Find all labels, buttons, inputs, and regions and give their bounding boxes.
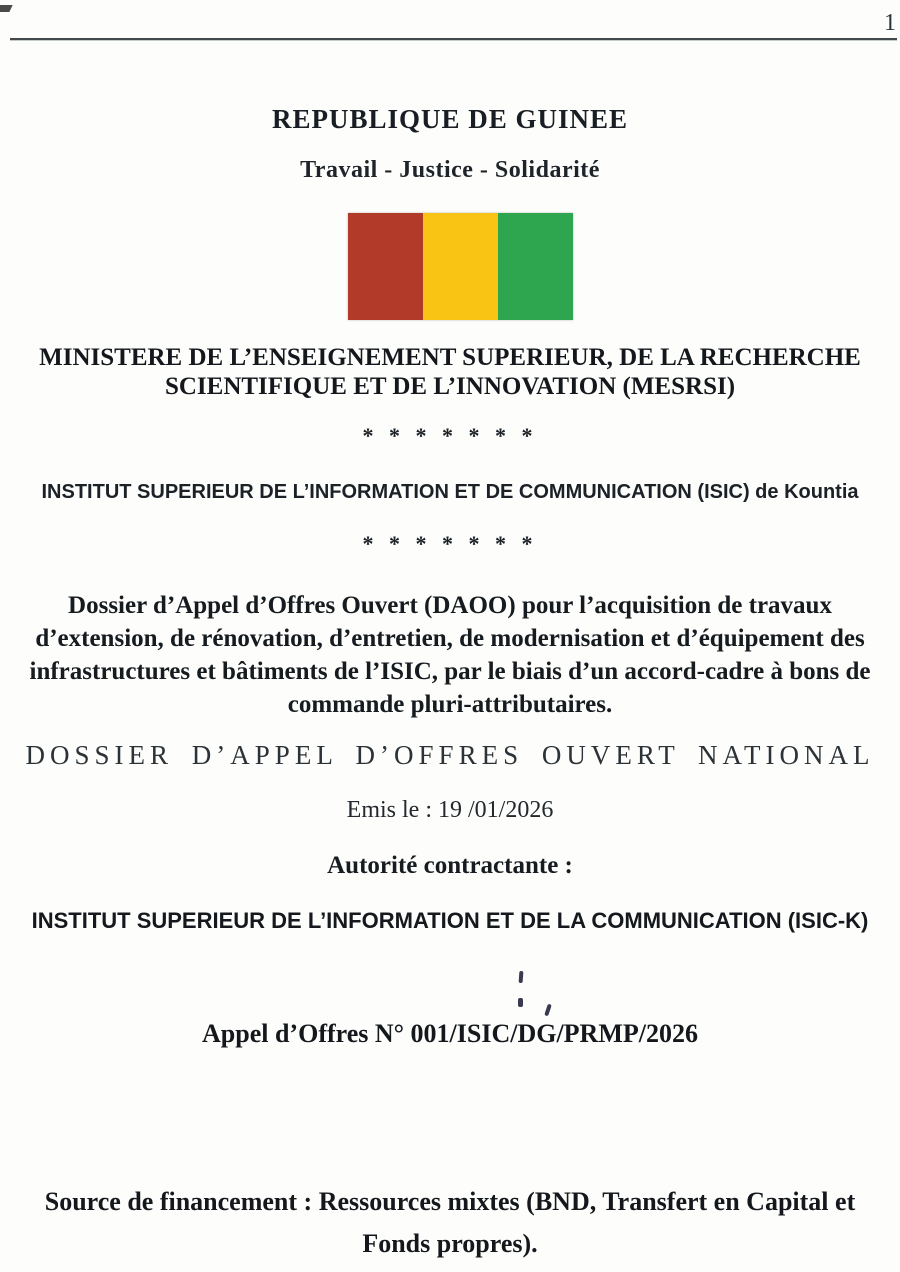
tender-reference: Appel d’Offres N° 001/ISIC/DG/PRMP/2026 — [202, 1019, 698, 1048]
ministry-title-line2: SCIENTIFIQUE ET DE L’INNOVATION (MESRSI) — [164, 373, 736, 400]
document-type-title: DOSSIER D’APPEL D’OFFRES OUVERT NATIONAL — [25, 740, 875, 770]
flag-stripe-red — [348, 213, 423, 320]
tender-subject-line4: commande pluri-attributaires. — [287, 691, 613, 718]
national-motto: Travail - Justice - Solidarité — [300, 157, 600, 183]
scan-ink-artifact — [544, 1004, 552, 1017]
institute-header: INSTITUT SUPERIEUR DE L’INFORMATION ET DE COMMUNICATION (ISIC) de Kountia — [41, 481, 859, 503]
contracting-authority-label: Autorité contractante : — [327, 852, 573, 879]
scan-ink-artifact — [518, 998, 523, 1007]
flag-stripe-green — [498, 213, 573, 320]
republic-title: REPUBLIQUE DE GUINEE — [271, 104, 629, 134]
funding-source-line1: Source de financement : Ressources mixtes (BND, Transfert en Capital et — [44, 1187, 856, 1216]
scan-ink-artifact — [519, 971, 524, 983]
stars-separator-1: * * * * * * * — [362, 423, 538, 448]
tender-subject-line2: d’extension, de rénovation, d’entretien, de modernisation et d’équipement des — [35, 625, 865, 652]
page-number: 1 — [884, 10, 896, 36]
scan-corner-artifact — [0, 5, 13, 12]
ministry-title-line1: MINISTERE DE L’ENSEIGNEMENT SUPERIEUR, DE LA RECHERCHE — [39, 344, 861, 371]
tender-subject-line1: Dossier d’Appel d’Offres Ouvert (DAOO) pour l’acquisition de travaux — [68, 592, 832, 619]
contracting-authority-name: INSTITUT SUPERIEUR DE L’INFORMATION ET DE LA COMMUNICATION (ISIC-K) — [31, 908, 869, 933]
stars-separator-2: * * * * * * * — [362, 531, 538, 556]
ministry-title — [0, 343, 900, 401]
flag-stripe-yellow — [423, 213, 498, 320]
funding-source-line2: Fonds propres). — [362, 1229, 538, 1258]
funding-source — [0, 1181, 900, 1265]
guinea-flag — [348, 213, 573, 320]
issue-date: Emis le : 19 /01/2026 — [346, 797, 554, 823]
tender-subject-line3: infrastructures et bâtiments de l’ISIC, par le biais d’un accord-cadre à bons de — [29, 658, 871, 685]
tender-subject — [0, 589, 900, 721]
top-rule — [10, 38, 897, 40]
